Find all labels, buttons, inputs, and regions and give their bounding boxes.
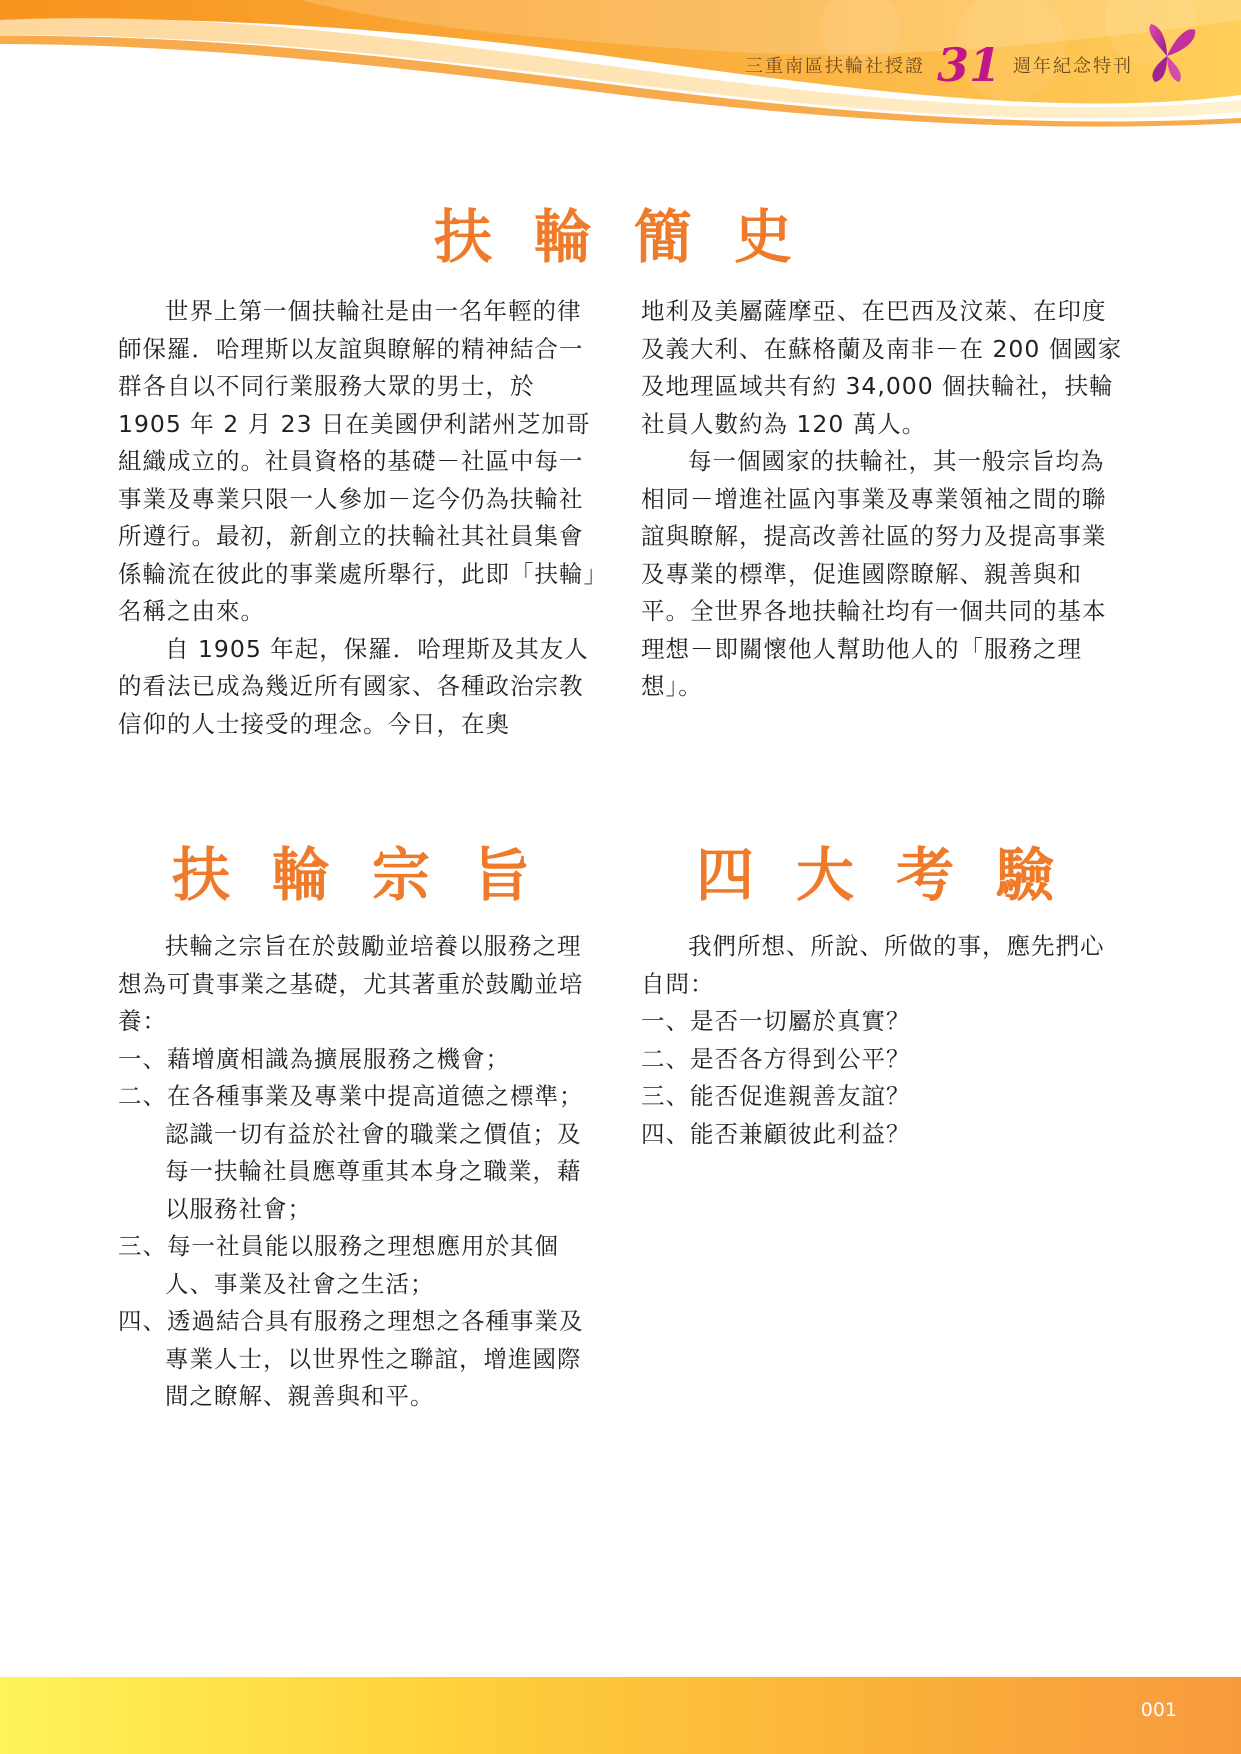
history-right-column [641,293,1123,706]
butterfly-icon [1137,22,1197,86]
history-paragraph-2-continued: 地利及美屬薩摩亞、在巴西及汶萊、在印度及義大利、在蘇格蘭及南非－在 200 個國家及地理區域共有約 34,000 個扶輪社，扶輪社員人數約為 120 萬人。 [641,297,1123,438]
anniversary-number: 31 [936,38,1001,92]
footer-band [0,1677,1241,1754]
four-way-test-item-4: 四、能否兼顧彼此利益？ [641,1119,911,1148]
four-way-test-item-3: 三、能否促進親善友誼？ [641,1082,911,1110]
objects-title: 扶輪宗旨 [172,841,573,909]
four-way-test-item-2: 二、是否各方得到公平？ [641,1044,911,1073]
objects-item-4: 四、透過結合具有服務之理想之各種事業及專業人士，以世界性之聯誼，增進國際間之瞭解、親善與和平。 [118,1307,584,1410]
four-way-test-item-1: 一、是否一切屬於真實？ [641,1007,911,1035]
header-title-prefix: 三重南區扶輪社授證 [744,56,925,77]
header-title [745,38,1133,92]
history-paragraph-3: 每一個國家的扶輪社，其一般宗旨均為相同－增進社區內事業及專業領袖之間的聯誼與瞭解，提高改善社區的努力及提高事業及專業的標準，促進國際瞭解、親善與和平。全世界各地扶輪社均有一個共同的基本理想－即關懷他人幫助他人的「服務之理想」。 [641,447,1107,700]
objects-item-2: 二、在各種事業及專業中提高道德之標準；認識一切有益於社會的職業之價值；及每一扶輪社員應尊重其本身之職業，藉以服務社會； [118,1082,584,1223]
objects-item-1: 一、藉增廣相識為擴展服務之機會； [118,1044,510,1073]
objects-item-3: 三、每一社員能以服務之理想應用於其個人、事業及社會之生活； [118,1232,559,1298]
four-way-test-intro: 我們所想、所說、所做的事，應先捫心自問： [641,932,1105,998]
four-way-test-column [641,928,1123,1153]
four-way-test-title: 四大考驗 [696,841,1097,909]
history-paragraph-1: 世界上第一個扶輪社是由一名年輕的律師保羅．哈理斯以友誼與瞭解的精神結合一群各自以不同行業服務大眾的男士，於 1905 年 2 月 23 日在美國伊利諾州芝加哥組織成立的。社員資格的基礎－社區中每一事業及專業只限一人參加－迄今仍為扶輪社所遵行。最初，新創立的扶輪社其社員集會係輪流在彼此的事業處所舉行，此即「扶輪」名稱之由來。 [118,297,597,625]
history-title: 扶輪簡史 [434,203,835,271]
page-number: 001 [1140,1699,1177,1721]
history-paragraph-2: 自 1905 年起，保羅．哈理斯及其友人的看法已成為幾近所有國家、各種政治宗教信仰的人士接受的理念。今日，在奧 [118,634,589,738]
history-left-column [118,293,600,743]
objects-intro: 扶輪之宗旨在於鼓勵並培養以服務之理想為可貴事業之基礎，尤其著重於鼓勵並培養： [118,932,584,1035]
header-title-suffix: 週年紀念特刊 [1013,56,1133,77]
objects-column [118,928,600,1416]
